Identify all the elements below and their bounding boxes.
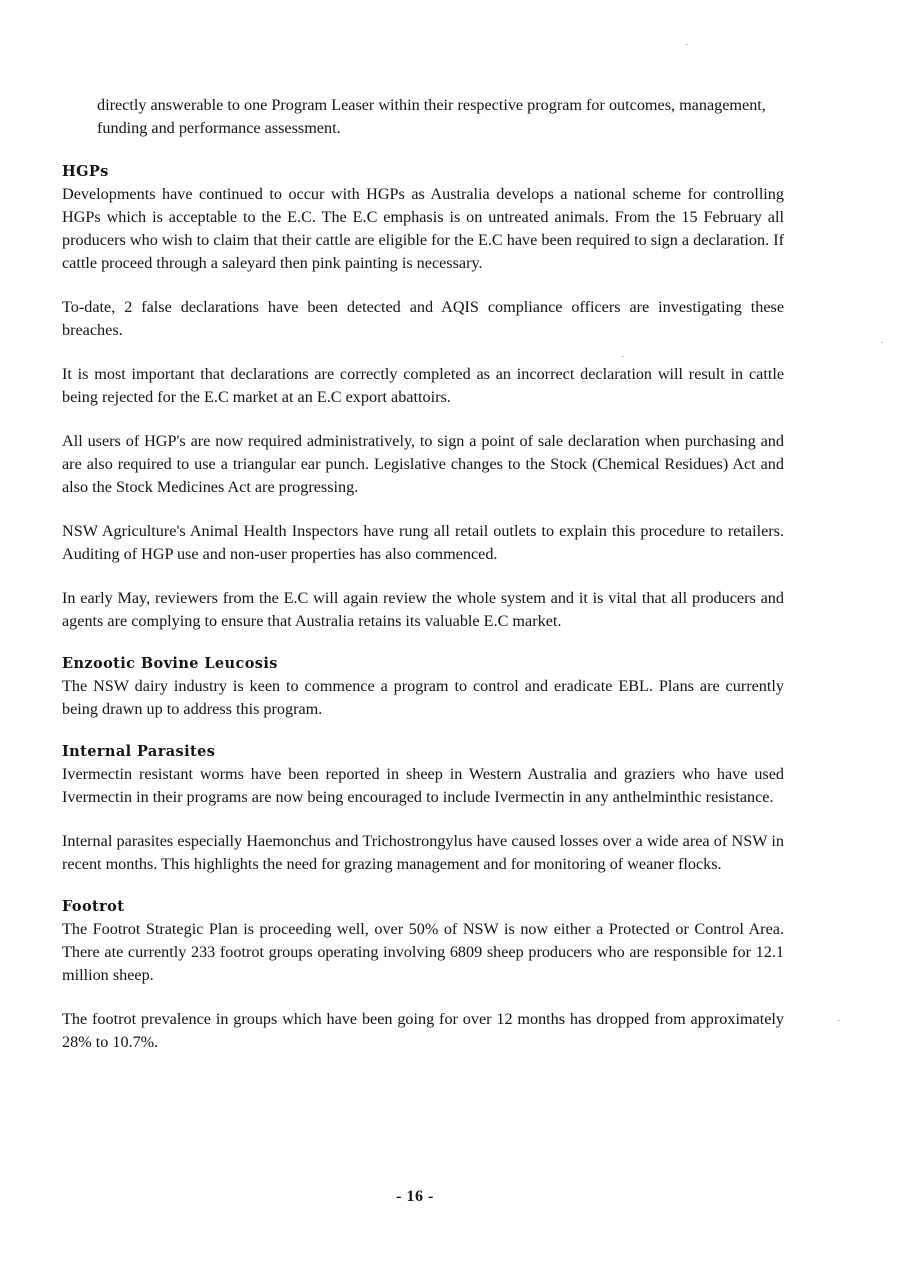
- paragraph: The NSW dairy industry is keen to commence a program to control and eradicate EBL. Plans are currently being drawn up to address this program.: [62, 677, 784, 718]
- scan-speck: [838, 1020, 840, 1021]
- page-number: - 16 -: [396, 1188, 434, 1205]
- paragraph: Developments have continued to occur with HGPs as Australia develops a national scheme for controlling HGPs which is acceptable to the E.C. The E.C emphasis is on untreated animals. From the 15 February all producers who wish to claim that their cattle are eligible for the E.C have been required to sign a declaration. If cattle proceed through a saleyard then pink painting is necessary.: [62, 185, 784, 272]
- section-footrot: [62, 896, 784, 1054]
- section-heading-hgps: HGPs: [62, 163, 109, 180]
- section-heading-ebl: Enzootic Bovine Leucosis: [62, 655, 278, 672]
- section-heading-footrot: Footrot: [62, 898, 125, 915]
- section-heading-internal-parasites: Internal Parasites: [62, 743, 216, 760]
- paragraph: NSW Agriculture's Animal Health Inspectors have rung all retail outlets to explain this procedure to retailers. Auditing of HGP use and non-user properties has also commenced.: [62, 522, 784, 563]
- paragraph: The Footrot Strategic Plan is proceeding well, over 50% of NSW is now either a Protected or Control Area. There ate currently 233 footrot groups operating involving 6809 sheep producers who are responsible for 12.1 million sheep.: [62, 920, 784, 984]
- section-hgps: [62, 161, 784, 633]
- paragraph: Ivermectin resistant worms have been reported in sheep in Western Australia and graziers who have used Ivermectin in their programs are now being encouraged to include Ivermectin in any anthelminthic resistance.: [62, 765, 784, 806]
- paragraph: All users of HGP's are now required administratively, to sign a point of sale declaration when purchasing and are also required to use a triangular ear punch. Legislative changes to the Stock (Chemical Residues) Act and also the Stock Medicines Act are progressing.: [62, 432, 784, 496]
- document-body: [62, 94, 784, 1054]
- paragraph: In early May, reviewers from the E.C will again review the whole system and it is vital that all producers and agents are complying to ensure that Australia retains its valuable E.C market.: [62, 589, 784, 630]
- paragraph: To-date, 2 false declarations have been detected and AQIS compliance officers are investigating these breaches.: [62, 298, 784, 339]
- scan-speck: [686, 44, 688, 45]
- section-ebl: [62, 653, 784, 721]
- scan-speck: [881, 342, 883, 343]
- paragraph: Internal parasites especially Haemonchus and Trichostrongylus have caused losses over a wide area of NSW in recent months. This highlights the need for grazing management and for monitoring of weaner flocks.: [62, 832, 784, 873]
- section-internal-parasites: [62, 741, 784, 876]
- intro-paragraph: directly answerable to one Program Leaser within their respective program for outcomes, management, funding and performance assessment.: [97, 96, 766, 137]
- paragraph: The footrot prevalence in groups which have been going for over 12 months has dropped from approximately 28% to 10.7%.: [62, 1010, 784, 1051]
- paragraph: It is most important that declarations are correctly completed as an incorrect declaration will result in cattle being rejected for the E.C market at an E.C export abattoirs.: [62, 365, 784, 406]
